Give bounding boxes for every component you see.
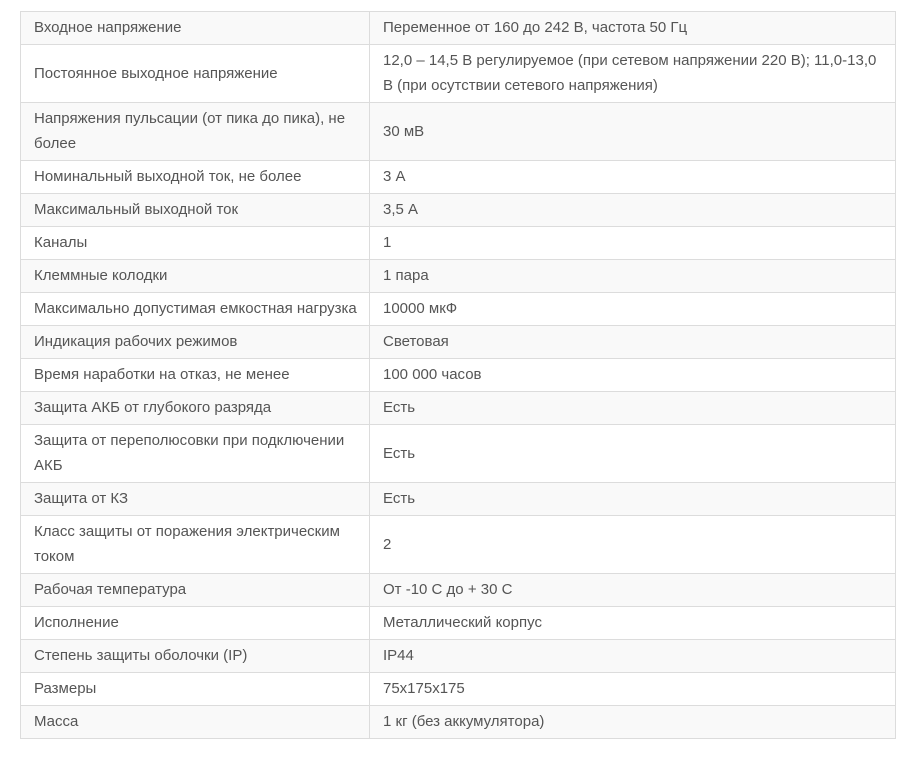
param-name: Время наработки на отказ, не менее <box>21 359 370 392</box>
table-row <box>21 326 896 359</box>
table-row <box>21 392 896 425</box>
param-value: 1 <box>370 227 896 260</box>
table-row <box>21 706 896 739</box>
table-row <box>21 293 896 326</box>
param-value: Есть <box>370 425 896 483</box>
param-name: Максимально допустимая емкостная нагрузка <box>21 293 370 326</box>
param-name: Защита АКБ от глубокого разряда <box>21 392 370 425</box>
table-row <box>21 12 896 45</box>
table-row <box>21 103 896 161</box>
param-value: Переменное от 160 до 242 В, частота 50 Гц <box>370 12 896 45</box>
param-value: 1 кг (без аккумулятора) <box>370 706 896 739</box>
param-value: 10000 мкФ <box>370 293 896 326</box>
table-row <box>21 673 896 706</box>
param-value: IP44 <box>370 640 896 673</box>
param-value: От -10 С до + 30 С <box>370 574 896 607</box>
param-name: Защита от переполюсовки при подключении АКБ <box>21 425 370 483</box>
param-name: Индикация рабочих режимов <box>21 326 370 359</box>
param-name: Максимальный выходной ток <box>21 194 370 227</box>
param-value: Световая <box>370 326 896 359</box>
param-value: 3,5 А <box>370 194 896 227</box>
specifications-table-body <box>21 12 896 739</box>
param-value: Металлический корпус <box>370 607 896 640</box>
param-name: Рабочая температура <box>21 574 370 607</box>
param-value: 1 пара <box>370 260 896 293</box>
table-row <box>21 574 896 607</box>
param-name: Класс защиты от поражения электрическим током <box>21 516 370 574</box>
table-row <box>21 607 896 640</box>
table-row <box>21 359 896 392</box>
param-value: Есть <box>370 483 896 516</box>
param-name: Входное напряжение <box>21 12 370 45</box>
table-row <box>21 45 896 103</box>
specifications-table <box>20 11 896 739</box>
param-value: 3 А <box>370 161 896 194</box>
param-name: Клеммные колодки <box>21 260 370 293</box>
table-row <box>21 227 896 260</box>
param-name: Исполнение <box>21 607 370 640</box>
param-name: Размеры <box>21 673 370 706</box>
param-value: 75х175х175 <box>370 673 896 706</box>
param-name: Каналы <box>21 227 370 260</box>
table-row <box>21 516 896 574</box>
param-value: 100 000 часов <box>370 359 896 392</box>
table-row <box>21 194 896 227</box>
table-row <box>21 425 896 483</box>
param-name: Масса <box>21 706 370 739</box>
param-name: Постоянное выходное напряжение <box>21 45 370 103</box>
param-name: Защита от КЗ <box>21 483 370 516</box>
table-row <box>21 161 896 194</box>
param-value: 2 <box>370 516 896 574</box>
table-row <box>21 260 896 293</box>
param-name: Номинальный выходной ток, не более <box>21 161 370 194</box>
param-name: Напряжения пульсации (от пика до пика), не более <box>21 103 370 161</box>
param-value: 12,0 – 14,5 В регулируемое (при сетевом напряжении 220 В); 11,0-13,0 В (при осутствии сетевого напряжения) <box>370 45 896 103</box>
param-value: Есть <box>370 392 896 425</box>
param-name: Степень защиты оболочки (IP) <box>21 640 370 673</box>
table-row <box>21 483 896 516</box>
param-value: 30 мВ <box>370 103 896 161</box>
table-row <box>21 640 896 673</box>
